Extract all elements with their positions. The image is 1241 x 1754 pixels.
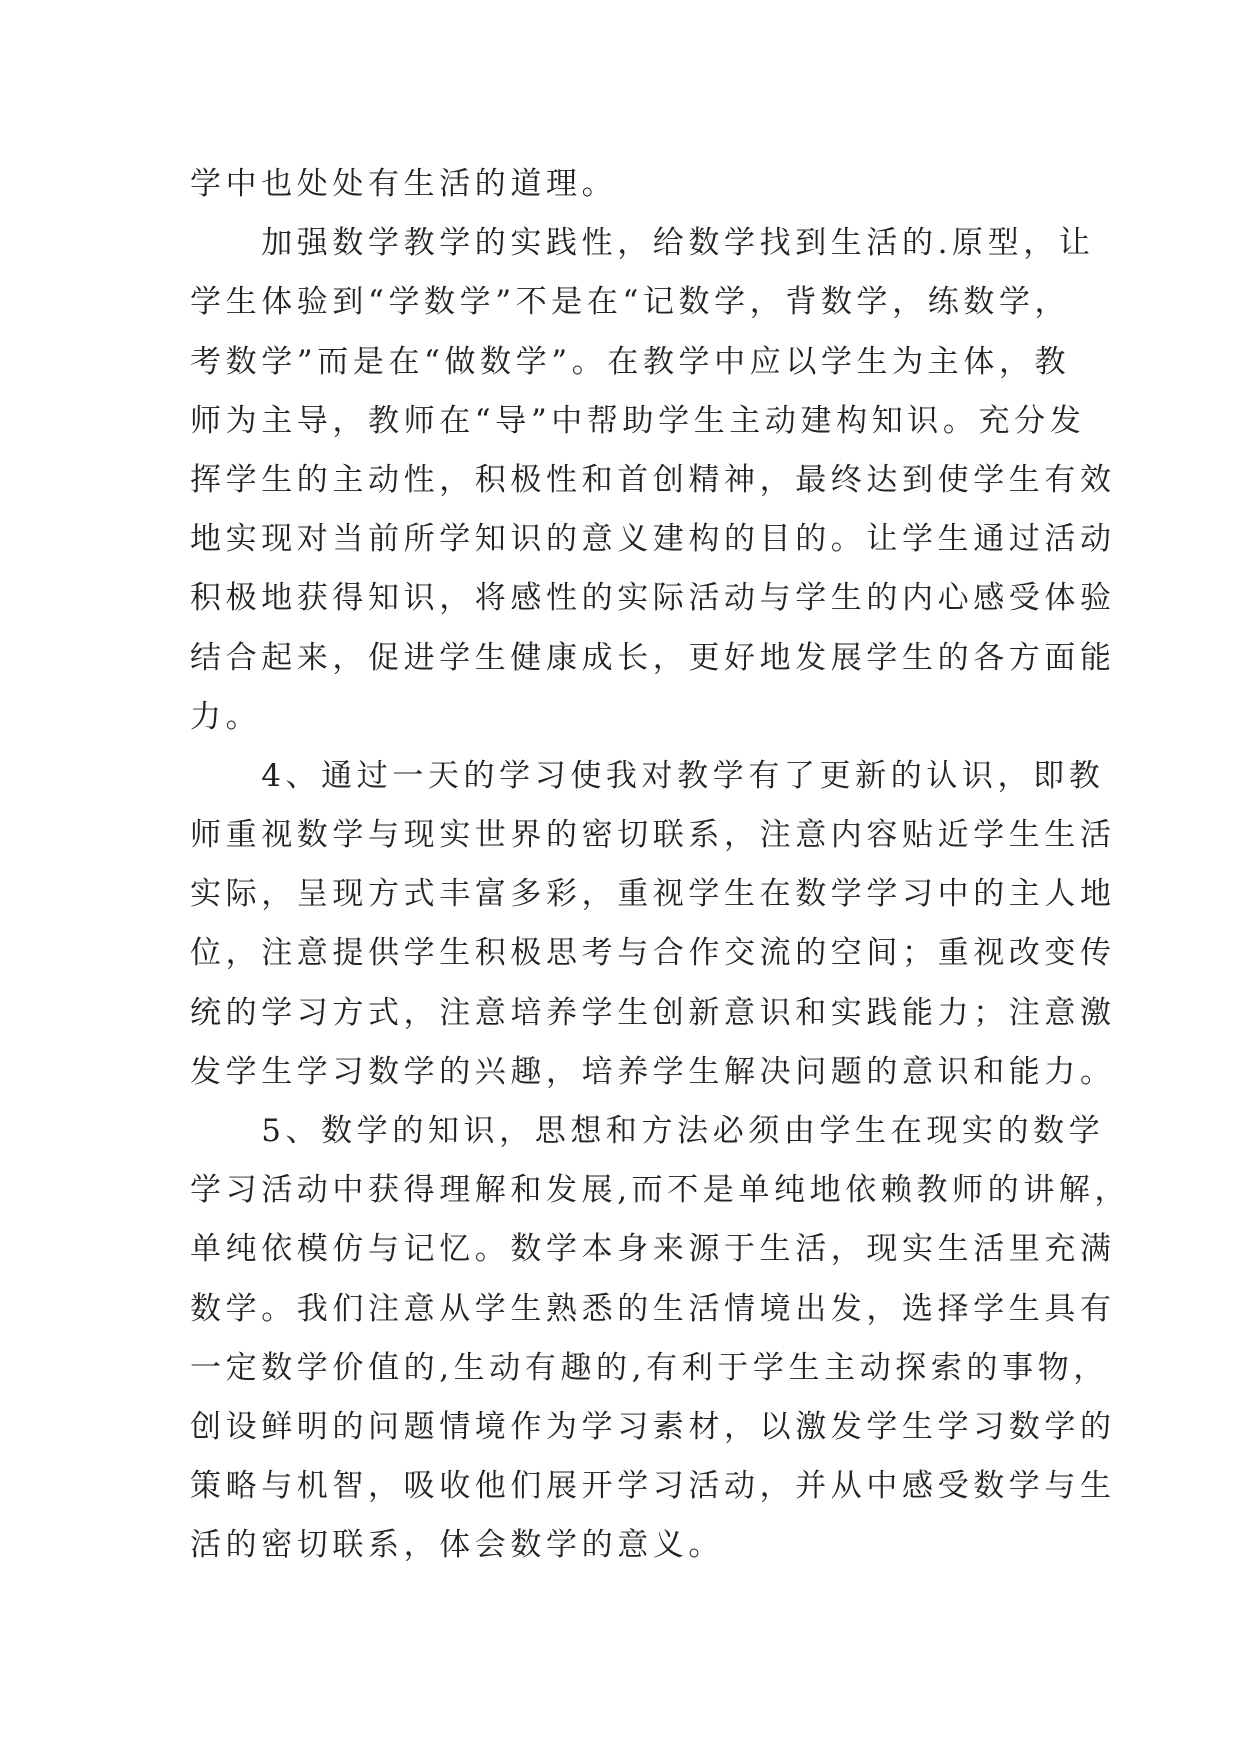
text-line: 力。 <box>190 698 262 735</box>
text-line: 策略与机智，吸收他们展开学习活动，并从中感受数学与生 <box>190 1468 1116 1505</box>
text-line: 积极地获得知识，将感性的实际活动与学生的内心感受体验 <box>190 580 1116 617</box>
body-text <box>190 155 1131 1576</box>
text-line: 考数学”而是在“做数学”。在教学中应以学生为主体，教 <box>190 343 1071 380</box>
text-line: 数学。我们注意从学生熟悉的生活情境出发，选择学生具有 <box>190 1290 1116 1327</box>
text-line: 结合起来，促进学生健康成长，更好地发展学生的各方面能 <box>190 639 1116 676</box>
text-line: 学中也处处有生活的道理。 <box>190 166 618 202</box>
text-line: 学生体验到“学数学”不是在“记数学，背数学，练数学， <box>190 284 1071 321</box>
text-line: 师重视数学与现实世界的密切联系，注意内容贴近学生生活 <box>190 817 1116 854</box>
text-line: 一定数学价值的,生动有趣的,有利于学生主动探索的事物， <box>190 1349 1109 1386</box>
text-line: 地实现对当前所学知识的意义建构的目的。让学生通过活动 <box>190 521 1116 558</box>
text-line: 4、通过一天的学习使我对教学有了更新的认识，即教 <box>190 757 1105 794</box>
text-line: 5、数学的知识，思想和方法必须由学生在现实的数学 <box>190 1113 1105 1149</box>
text-line: 活的密切联系，体会数学的意义。 <box>190 1527 724 1564</box>
text-line: 加强数学教学的实践性，给数学找到生活的.原型，让 <box>190 225 1095 262</box>
text-line: 实际，呈现方式丰富多彩，重视学生在数学学习中的主人地 <box>190 876 1116 913</box>
text-line: 创设鲜明的问题情境作为学习素材，以激发学生学习数学的 <box>190 1408 1116 1445</box>
text-line: 单纯依模仿与记忆。数学本身来源于生活，现实生活里充满 <box>190 1231 1116 1268</box>
text-line: 位，注意提供学生积极思考与合作交流的空间；重视改变传 <box>190 935 1116 972</box>
text-line: 挥学生的主动性，积极性和首创精神，最终达到使学生有效 <box>190 461 1116 498</box>
text-line: 发学生学习数学的兴趣，培养学生解决问题的意识和能力。 <box>190 1053 1116 1090</box>
text-line: 师为主导，教师在“导”中帮助学生主动建构知识。充分发 <box>190 402 1086 439</box>
text-line: 统的学习方式，注意培养学生创新意识和实践能力；注意激 <box>190 994 1116 1031</box>
text-line: 学习活动中获得理解和发展,而不是单纯地依赖教师的讲解， <box>190 1172 1131 1209</box>
